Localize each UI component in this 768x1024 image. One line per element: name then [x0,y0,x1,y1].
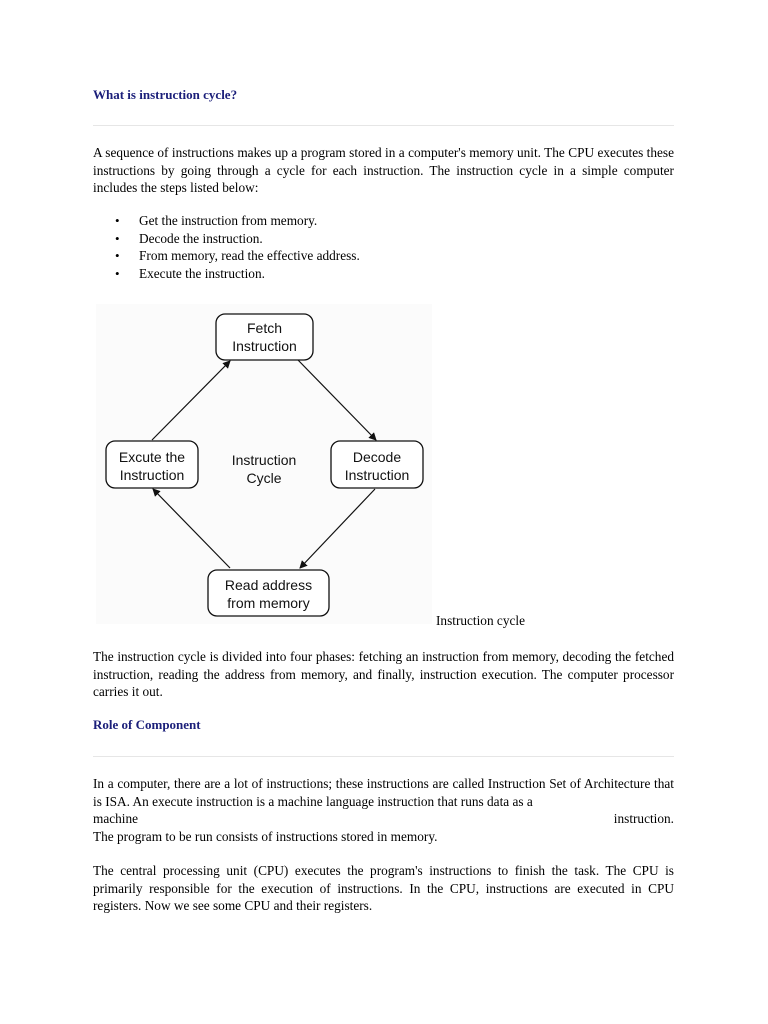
section-heading-role-of-component: Role of Component [93,717,201,732]
section-heading-instruction-cycle: What is instruction cycle? [93,87,238,102]
arrow-fetch-to-decode [298,360,376,440]
section-divider [93,125,674,126]
isa-paragraph-tail: The program to be run consists of instructions stored in memory. [93,828,438,844]
instruction-steps-list [93,212,674,283]
isa-paragraph-main: In a computer, there are a lot of instructions; these instructions are called Instruction Set of Architecture that is ISA. An execute instruction is a machine language instruction that runs data as a [93,776,674,809]
decode-label-line1: Decode [352,449,402,465]
list-item: • Execute the instruction. [93,265,674,283]
execute-instruction-node [106,441,198,488]
decode-label-line2: Instruction [344,467,410,483]
cycle-diagram-svg [96,304,432,624]
intro-paragraph: A sequence of instructions makes up a program stored in a computer's memory unit. The CPU executes these instructions by going through a cycle for each instruction. The instruction cycle in a simple computer includes the steps listed below: [93,145,674,196]
list-item: • Get the instruction from memory. [93,212,674,230]
section-divider [93,756,674,757]
arrow-execute-to-fetch [152,361,230,440]
arrow-decode-to-read [300,489,375,568]
isa-paragraph-last-line [93,810,674,828]
fetch-label-line2: Instruction [232,338,297,354]
execute-label-line1: Excute the [118,449,186,465]
decode-instruction-node [331,441,423,488]
list-item: • From memory, read the effective address. [93,247,674,265]
execute-label-line2: Instruction [119,467,185,483]
list-item: • Decode the instruction. [93,230,674,248]
cpu-paragraph: The central processing unit (CPU) executes the program's instructions to finish the task. The CPU is primarily responsible for the execution of instructions. In the CPU, instructions are executed in CPU registers. Now we see some CPU and their registers. [93,863,674,914]
read-label-line2: from memory [227,595,310,611]
isa-last-line-left: machine [93,811,139,827]
isa-paragraph [93,775,674,845]
read-address-node [208,570,329,616]
cycle-summary-paragraph: The instruction cycle is divided into four phases: fetching an instruction from memory, decoding the fetched instruction, reading the address from memory, and finally, instruction execution. The computer processor carries it out. [93,649,674,700]
instruction-cycle-diagram [96,304,432,624]
isa-last-line-right: instruction. [613,811,674,827]
arrow-read-to-execute [153,489,230,568]
read-label-line1: Read address [224,577,313,593]
cycle-center-line2: Cycle [246,470,282,486]
cycle-center-line1: Instruction [231,452,297,468]
diagram-caption: Instruction cycle [436,613,525,628]
fetch-label-line1: Fetch [246,320,283,336]
fetch-instruction-node [216,314,313,360]
